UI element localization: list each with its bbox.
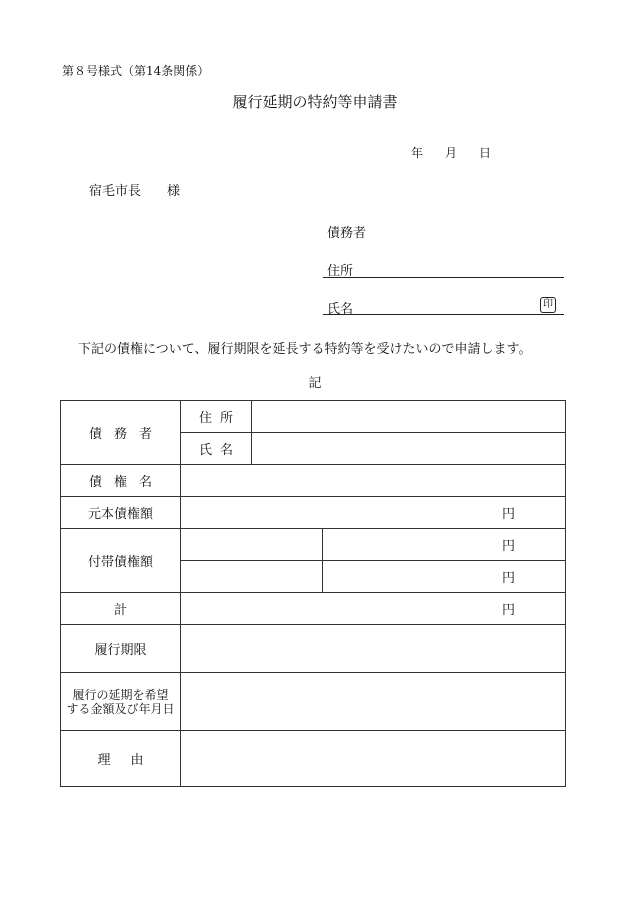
yen-unit: 円 (501, 507, 515, 522)
yen-unit: 円 (501, 539, 515, 554)
signature-address-line[interactable] (323, 277, 564, 278)
reason-field[interactable] (181, 731, 566, 787)
yen-unit: 円 (501, 603, 515, 618)
deadline-field[interactable] (181, 625, 566, 673)
date-month-label: 月 (445, 146, 458, 160)
incidental-amount-field-1[interactable] (323, 529, 566, 561)
signature-address-label: 住所 (327, 264, 354, 279)
reason-label: 理由 (61, 731, 181, 787)
yen-unit: 円 (501, 571, 515, 586)
addressee-honorific: 様 (167, 184, 181, 199)
document-title: 履行延期の特約等申請書 (232, 93, 398, 111)
claim-name-field[interactable] (181, 465, 566, 497)
debtor-address-field[interactable] (252, 401, 566, 433)
application-statement: 下記の債権について、履行期限を延長する特約等を受けたいので申請します。 (78, 342, 532, 357)
debtor-heading: 債務者 (327, 226, 367, 241)
extension-request-label-line-2: する金額及び年月日 (66, 701, 175, 716)
total-label: 計 (61, 593, 181, 625)
debtor-name-label: 氏名 (181, 433, 252, 465)
debtor-name-field[interactable] (252, 433, 566, 465)
date-day-label: 日 (479, 146, 492, 160)
ki-heading: 記 (308, 376, 322, 391)
form-number: 第８号様式（第14条関係） (62, 64, 210, 78)
signature-name-line[interactable] (323, 314, 564, 315)
total-amount-field[interactable] (181, 593, 566, 625)
incidental-amount-label: 付帯債権額 (61, 529, 181, 593)
principal-amount-label: 元本債権額 (61, 497, 181, 529)
principal-amount-field[interactable] (181, 497, 566, 529)
date-year-label: 年 (411, 146, 424, 160)
deadline-label: 履行期限 (61, 625, 181, 673)
addressee-name: 宿毛市長 (89, 184, 142, 199)
signature-name-label: 氏名 (327, 302, 354, 317)
incidental-item-field-2[interactable] (181, 561, 323, 593)
extension-request-label-line-1: 履行の延期を希望 (72, 687, 169, 702)
extension-request-label (61, 673, 181, 731)
debtor-address-label: 住所 (181, 401, 252, 433)
application-table (60, 400, 566, 787)
seal-mark: 印 (540, 297, 556, 313)
debtor-cell-label: 債務者 (61, 401, 181, 465)
claim-name-label: 債権名 (61, 465, 181, 497)
incidental-item-field-1[interactable] (181, 529, 323, 561)
incidental-amount-field-2[interactable] (323, 561, 566, 593)
extension-request-field[interactable] (181, 673, 566, 731)
